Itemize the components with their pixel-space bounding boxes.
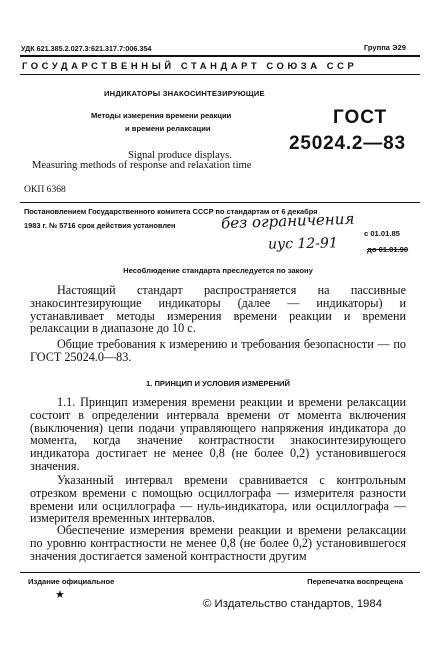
intro-paragraph-1: Настоящий стандарт распространяется на пассивные знакосинтезирующие индикаторы (далее — индикаторы) и устанавливает методы измерения времени реакции и времени релаксации в диапазоне до 10 с.: [30, 283, 406, 336]
section-heading: 1. ПРИНЦИП И УСЛОВИЯ ИЗМЕРЕНИЙ: [146, 379, 290, 388]
document-title: ИНДИКАТОРЫ ЗНАКОСИНТЕЗИРУЮЩИЕ: [104, 89, 265, 98]
copyright-notice: © Издательство стандартов, 1984: [203, 598, 383, 610]
okp-code: ОКП 6368: [24, 184, 66, 195]
star-icon: ★: [55, 589, 65, 601]
effective-date-to-struck: до 01.01.90: [367, 245, 409, 254]
group-code: Группа Э29: [363, 43, 406, 52]
decree-line2: 1983 г. № 5716 срок действия установлен: [24, 221, 176, 230]
intro-paragraph-2: Общие требования к измерению и требования безопасности — по ГОСТ 25024.0—83.: [30, 337, 406, 364]
official-edition-label: Издание официальное: [28, 577, 115, 586]
reprint-prohibited-label: Перепечатка воспрещена: [307, 577, 403, 586]
section-paragraph-2: Указанный интервал времени сравнивается с контрольным отрезком времени с помощью осциллографа — измерителя разности времени или осциллографа — нуль-индикатора, или осциллографа — измерителя временных интервалов.: [30, 473, 406, 526]
document-subtitle-line2: и времени релаксации: [125, 124, 211, 133]
decree-rule: [20, 202, 420, 203]
english-title-line1: Signal produce displays.: [128, 150, 232, 161]
section-paragraph-3: Обеспечение измерения времени реакции и времени релаксации по уровню контрастности не менее 0,8 (не более 0,2) установившегося значения достигается заменой контрастности другим: [30, 523, 406, 563]
state-standard-banner: ГОСУДАРСТВЕННЫЙ СТАНДАРТ СОЮЗА ССР: [22, 60, 358, 71]
footer-rule: [20, 572, 420, 573]
document-subtitle-line1: Методы измерения времени реакции: [91, 111, 232, 120]
effective-date-from: с 01.01.85: [364, 229, 400, 238]
banner-rule: [20, 74, 420, 75]
handwritten-note-1: без ограничения: [220, 209, 355, 233]
gost-label: ГОСТ: [333, 107, 388, 128]
english-title-line2: Measuring methods of response and relaxation time: [32, 160, 252, 171]
handwritten-note-2: иус 12-91: [267, 235, 338, 253]
gost-number: 25024.2—83: [289, 133, 406, 154]
section-paragraph-1: 1.1. Принцип измерения времени реакции и времени релаксации состоит в определении интервала времени от момента включения (выключения) цепи подачи управляющего напряжения индикатора до момента, когда значение контрастности знакосинтезирующего индикатора достигает не менее 0,8 (не более 0,2) установившегося значения.: [30, 395, 406, 473]
top-rule: [20, 55, 420, 57]
udk-code: УДК 621.385.2.027.3:621.317.7:006.354: [21, 44, 152, 53]
legal-warning: Несоблюдение стандарта преследуется по закону: [123, 266, 313, 275]
decree-line1: Постановлением Государственного комитета СССР по стандартам от 6 декабря: [24, 207, 318, 216]
